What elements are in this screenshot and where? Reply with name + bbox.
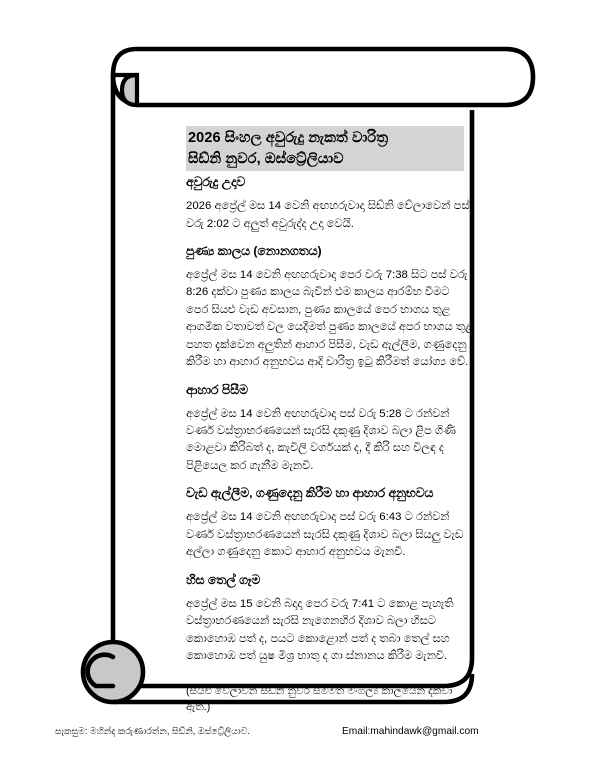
section-wada-allima <box>186 486 474 561</box>
section-heading-avurudu-udawa: අවුරුදු උදාව <box>186 175 246 190</box>
section-ahara-pisima <box>186 383 474 476</box>
section-body-wada-allima: අප්‍රේල් මස 14 වෙනි අඟහරුවාදා පස් වරු 6:43 ට රන්වන් වර්ණ වස්ත්‍රාභරණයෙන් සැරසි දකුණු දිශාව බලා සියලු වැඩ අල්ලා ගණුදෙනු කොට ආහාර අනුභවය මැනවි. <box>186 511 464 559</box>
page-footer <box>0 726 600 748</box>
section-body-avurudu-udawa: 2026 අප්‍රේල් මස 14 වෙනි අඟහරුවාදා සිඩ්නි වේලාවෙන් පස් වරු 2:02 ට අලුත් අවුරුද්ද උදා වෙයි. <box>186 200 470 230</box>
section-punya-kalaya <box>186 244 474 372</box>
scroll-content <box>186 126 474 714</box>
footer-credit: සැකසුම: මහින්ද කරුණාරත්න, සිඩ්නි, ඔස්ට්‍රේලියාව. <box>55 726 250 736</box>
section-hisa-thel-gama <box>186 573 474 666</box>
section-heading-wada-allima: වැඩ ඇල්ලීම, ගණුදෙනු කිරීම හා ආහාර අනුභවය <box>186 486 434 501</box>
footer-email: Email:mahindawk@gmail.com <box>342 726 479 737</box>
timezone-note: (සියළු වෙලාවන් සිඩ්නි නුවර සම්මත මංගල්‍ය කාලයෙන් දක්වා ඇත.) <box>186 685 453 714</box>
scroll-bottom-curl-spiral <box>88 655 113 686</box>
section-heading-hisa-thel-gama: හිස තෙල් ගෑම <box>186 572 261 587</box>
section-heading-punya-kalaya: පුණ්‍ය කාලය (නොනගතය) <box>186 244 322 259</box>
section-avurudu-udawa <box>186 175 474 233</box>
scroll-bottom-curl-disc <box>83 642 143 702</box>
section-body-ahara-pisima: අප්‍රේල් මස 14 වෙනි අඟහරුවාදා පස් වරු 5:28 ට රන්වන් වර්ණ වස්ත්‍රාභරණයෙන් සැරසි දකුණු දිශාව බලා ළිප ගිණි මොළවා කිරිබත් ද, කැවිලි වර්ගයක් ද, දී කිරි සහ විලඳ ද පිළියෙල කර ගැනීම මැනවි. <box>186 407 456 472</box>
section-body-hisa-thel-gama: අප්‍රේල් මස 15 වෙනි බදාදා පෙර වරු 7:41 ට කොළ පැහැති වස්ත්‍රාභරණයෙන් සැරසි නැගෙනහිර දිශාව බලා හිසට කොහොඹ පත් ද, පයට කොළොන් පත් ද තබා තෙල් සහ කොහොඹ පත් යුෂ මිශ්‍ර භාතු ද ගා ස්නානය කිරීම මැනවි. <box>186 597 454 662</box>
section-body-punya-kalaya: අප්‍රේල් මස 14 වෙනි අඟහරුවාදා පෙර වරු 7:38 සිට පස් වරු 8:26 දක්වා පුණ්‍ය කාලය බැවින් එම කාලය ආරම්භ වීමට පෙර සියළු වැඩ අවසාන, පුණ්‍ය කාලයේ පෙර භාගය තුළ ආගමික වතාවත් වල යෙදීමත් පුණ්‍ය කාලයේ අපර භාගය තුළ පහත දැක්වෙන අලුතින් ආහාර පිසීම, වැඩ ඇල්ලීම, ගණුදෙනු කිරීම හා ආහාර අනුභවය ආදි චාරිත්‍ර ඉටු කිරීමත් යෝග්‍ය වේ. <box>186 269 474 369</box>
section-heading-ahara-pisima: ආහාර පිසීම <box>186 382 248 397</box>
page-title-line-2: සිඩ්නි නුවර, ඔස්ට්‍රේලියාව <box>188 150 344 167</box>
scroll-top-curl-outer <box>113 49 137 105</box>
scroll-top-roll <box>137 49 533 105</box>
page-title <box>186 126 464 171</box>
page-title-line-1: 2026 සිංහල අවුරුදු නැකත් වාරිත්‍ර <box>188 130 389 146</box>
scroll-top-curl-inner <box>122 75 137 105</box>
